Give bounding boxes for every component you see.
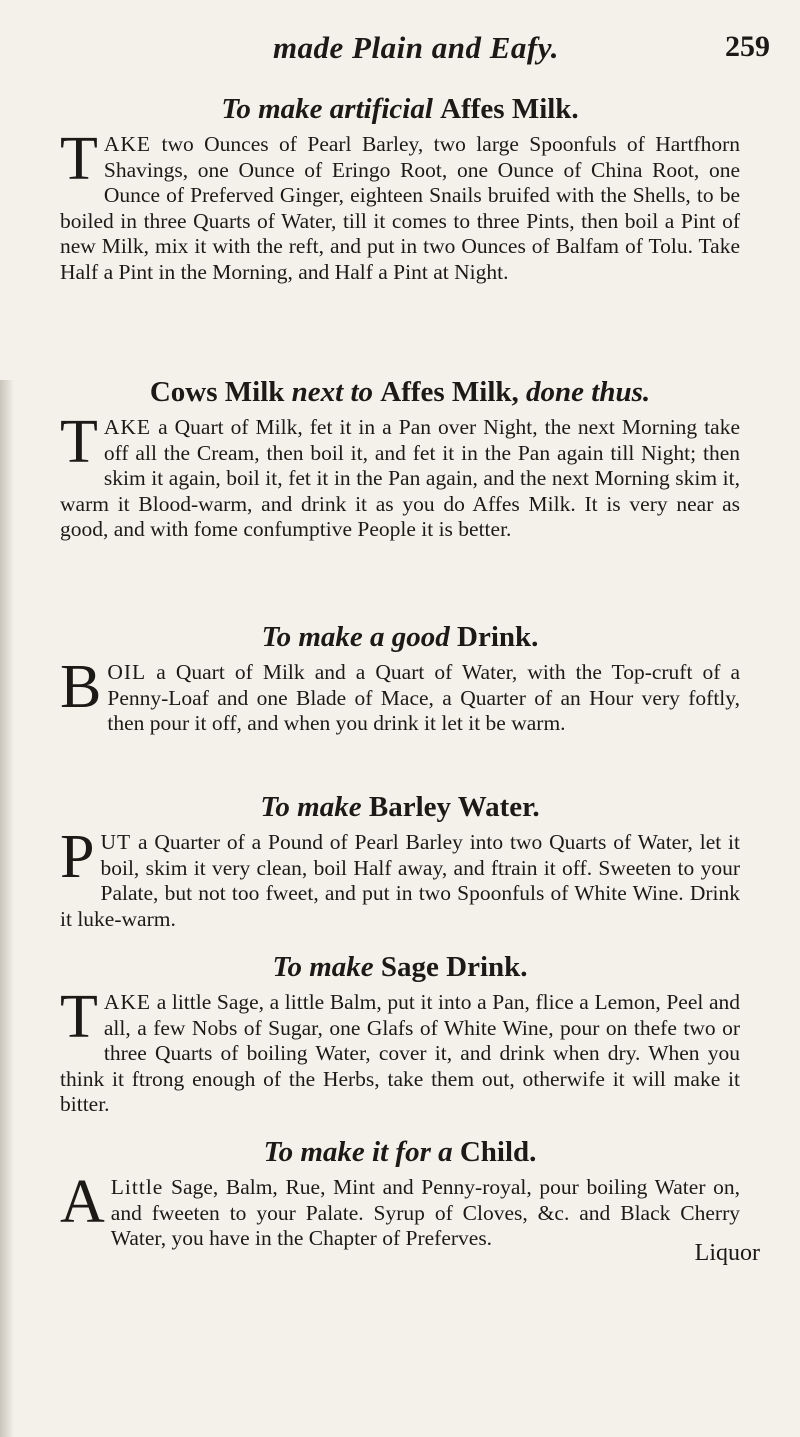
recipe-heading: To make Sage Drink.: [272, 951, 528, 983]
recipe-cows-milk: [60, 375, 740, 543]
running-head-title: made Plain and Eafy.: [272, 30, 560, 65]
recipe-heading: To make it for a Child.: [263, 1136, 537, 1168]
recipe-body: A Little Sage, Balm, Rue, Mint and Penny-royal, pour boiling Water on, and fweeten to your Palate. Syrup of Cloves, &c. and Black Cherry Water, you have in the Chapter of Preferves.: [60, 1168, 741, 1250]
recipe-body: TAKE two Ounces of Pearl Barley, two large Spoonfuls of Hartfhorn Shavings, one Ounce of Eringo Root, one Ounce of China Root, one Ounce of Preferved Ginger, eighteen Snails bruifed with the Shells, to be boiled in three Quarts of Water, till it comes to three Pints, then boil a Pint of new Milk, mix it with the reft, and put in two Ounces of Balfam of Tolu. Take Half a Pint in the Morning, and Half a Pint at Night.: [60, 125, 741, 284]
drop-cap: T: [60, 408, 98, 476]
recipe-heading: To make a good Drink.: [261, 621, 539, 653]
recipe-body: PUT a Quarter of a Pound of Pearl Barley into two Quarts of Water, let it boil, skim it very clean, boil Half away, and ftrain it off. Sweeten to your Palate, but not too fweet, and put in two Spoonfuls of White Wine. Drink it luke-warm.: [60, 823, 741, 931]
recipe-body: TAKE a little Sage, a little Balm, put it into a Pan, flice a Lemon, Peel and all, a few Nobs of Sugar, one Glafs of White Wine, pour on thefe two or three Quarts of boiling Water, cover it, and drink when dry. When you think it ftrong enough of the Herbs, take them out, otherwife it will make it bitter.: [60, 983, 741, 1116]
drop-cap: A: [60, 1168, 105, 1236]
recipe-heading: To make Barley Water.: [260, 791, 540, 823]
recipe-heading: Cows Milk next to Affes Milk, done thus.: [149, 376, 651, 408]
catchword: Liquor: [694, 1240, 760, 1266]
binding-shadow: [0, 380, 14, 1437]
recipe-sage-drink: [60, 950, 740, 1118]
recipe-body: TAKE a Quart of Milk, fet it in a Pan over Night, the next Morning take off all the Cream, then boil it, and fet it in the Pan again till Night; then skim it again, boil it, fet it in the Pan again, and the next Morning skim it, warm it Blood-warm, and drink it as you do Affes Milk. It is very near as good, and with fome confumptive People it is better.: [60, 408, 741, 541]
recipe-body: BOIL a Quart of Milk and a Quart of Water, with the Top-cruft of a Penny-Loaf and one Blade of Mace, a Quarter of an Hour very foftly, then pour it off, and when you drink it let it be warm.: [60, 653, 741, 735]
drop-cap: T: [60, 125, 98, 193]
recipe-artificial-asses-milk: [60, 92, 740, 285]
drop-cap: B: [60, 653, 102, 721]
running-head: [62, 30, 770, 70]
drop-cap: T: [60, 983, 98, 1051]
recipe-heading: To make artificial Affes Milk.: [221, 93, 579, 125]
drop-cap: P: [60, 823, 95, 891]
recipe-good-drink: [60, 620, 740, 737]
recipe-barley-water: [60, 790, 740, 932]
page-number: 259: [725, 30, 770, 63]
recipe-for-a-child: [60, 1135, 740, 1252]
